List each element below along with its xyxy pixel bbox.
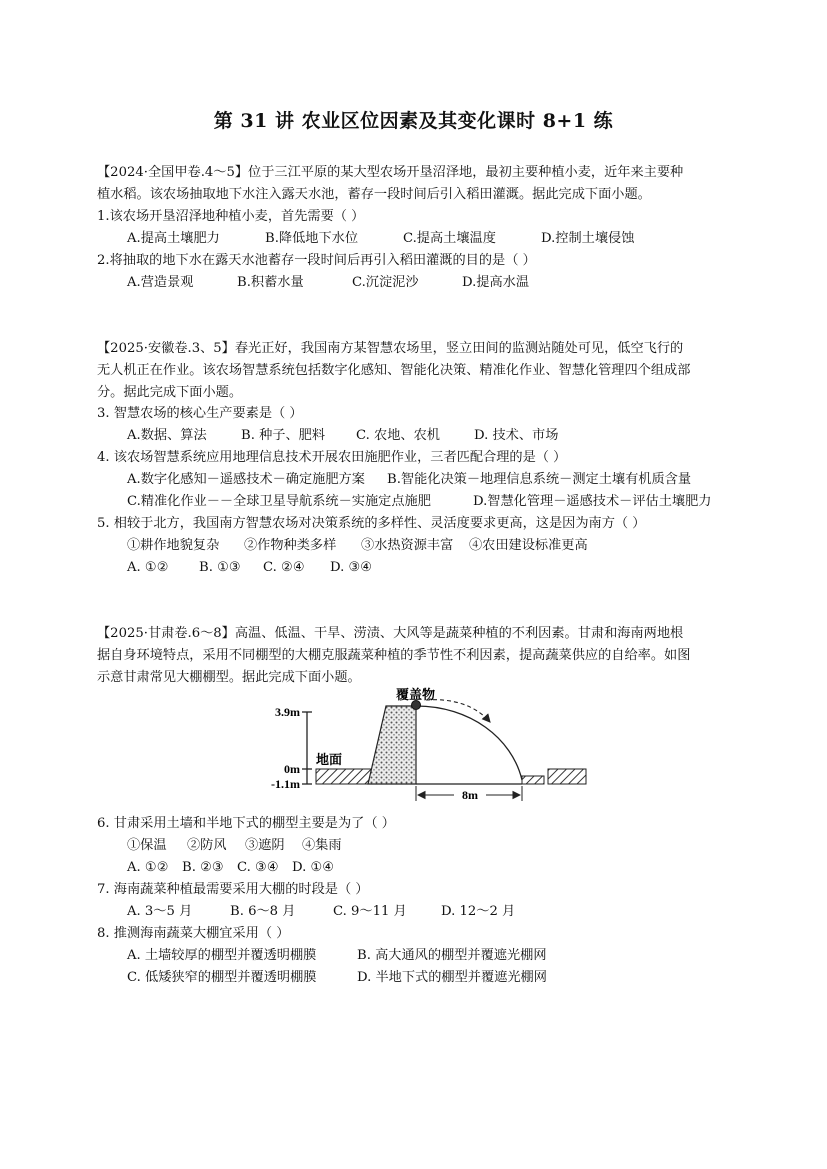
option-4d[interactable]: D.智慧化管理－遥感技术－评估土壤肥力 xyxy=(473,494,712,509)
option-7a[interactable]: A. 3～5 月 xyxy=(127,904,193,919)
page-title: 第 31 讲 农业区位因素及其变化课时 8+1 练 xyxy=(213,110,614,132)
group2-intro-line-2: 无人机正在作业。该农场智慧系统包括数字化感知、智能化决策、精准化作业、智慧化管理四个组成部 xyxy=(97,363,691,378)
option-5c[interactable]: C. ②④ xyxy=(263,560,305,575)
question-4-options-row-1 xyxy=(127,469,691,491)
option-1c[interactable]: C.提高土壤温度 xyxy=(403,231,496,246)
group3-intro-line-2: 据自身环境特点，采用不同棚型的大棚克服蔬菜种植的季节性不利因素，提高蔬菜供应的自给率。如图 xyxy=(97,648,691,663)
option-7b[interactable]: B. 6～8 月 xyxy=(230,904,296,919)
greenhouse-diagram xyxy=(250,686,590,802)
option-8d[interactable]: D. 半地下式的棚型并覆遮光棚网 xyxy=(357,970,547,985)
question-3-stem: 3. 智慧农场的核心生产要素是（ ） xyxy=(97,406,303,421)
label-3-9m: 3.9m xyxy=(275,705,300,719)
choice-6-2: ②防风 xyxy=(187,838,227,853)
question-5-choices xyxy=(127,535,588,557)
option-6b[interactable]: B. ②③ xyxy=(182,860,224,875)
choice-5-4: ④农田建设标准更高 xyxy=(469,538,588,553)
question-6-choices xyxy=(127,835,342,857)
choice-6-1: ①保温 xyxy=(127,838,167,853)
label-0m: 0m xyxy=(284,762,300,776)
question-7-options xyxy=(127,901,515,923)
question-8-stem: 8. 推测海南蔬菜大棚宜采用（ ） xyxy=(97,926,290,941)
option-3b[interactable]: B. 种子、肥料 xyxy=(241,428,326,443)
soil-wall xyxy=(368,706,416,784)
option-2c[interactable]: C.沉淀泥沙 xyxy=(352,275,419,290)
group1-intro-line-2: 植水稻。该农场抽取地下水注入露天水池，蓄存一段时间后引入稻田灌溉。据此完成下面小题。 xyxy=(97,187,651,202)
question-5-stem: 5. 相较于北方，我国南方智慧农场对决策系统的多样性、灵活度要求更高，这是因为南方（ ） xyxy=(97,516,646,531)
option-2d[interactable]: D.提高水温 xyxy=(462,275,530,290)
choice-6-3: ③遮阴 xyxy=(245,838,285,853)
question-2-options xyxy=(127,272,529,294)
option-2b[interactable]: B.积蓄水量 xyxy=(237,275,304,290)
option-8b[interactable]: B. 高大通风的棚型并覆遮光棚网 xyxy=(357,948,547,963)
option-1d[interactable]: D.控制土壤侵蚀 xyxy=(541,231,635,246)
option-5d[interactable]: D. ③④ xyxy=(330,560,373,575)
option-2a[interactable]: A.营造景观 xyxy=(127,275,194,290)
question-4-options-row-2 xyxy=(127,491,711,513)
question-1-options xyxy=(127,228,634,250)
choice-5-1: ①耕作地貌复杂 xyxy=(127,538,220,553)
group3-intro-line-1: 【2025·甘肃卷.6～8】高温、低温、干旱、涝渍、大风等是蔬菜种植的不利因素。甘肃和海南两地根 xyxy=(97,626,684,641)
label-ground: 地面 xyxy=(316,752,343,767)
cover-roll-arrow xyxy=(426,700,490,722)
question-2-stem: 2.将抽取的地下水在露天水池蓄存一段时间后再引入稻田灌溉的目的是（ ） xyxy=(97,253,536,268)
option-3c[interactable]: C. 农地、农机 xyxy=(356,428,440,443)
option-4b[interactable]: B.智能化决策－地理信息系统－测定土壤有机质含量 xyxy=(387,472,692,487)
ground-right xyxy=(548,769,586,784)
option-6d[interactable]: D. ①④ xyxy=(292,860,335,875)
option-7c[interactable]: C. 9～11 月 xyxy=(333,904,407,919)
choice-5-3: ③水热资源丰富 xyxy=(361,538,454,553)
group2-intro-line-3: 分。据此完成下面小题。 xyxy=(97,385,243,400)
choice-6-4: ④集雨 xyxy=(302,838,342,853)
question-7-stem: 7. 海南蔬菜种植最需要采用大棚的时段是（ ） xyxy=(97,882,369,897)
question-5-options xyxy=(127,557,372,579)
option-8a[interactable]: A. 土墙较厚的棚型并覆透明棚膜 xyxy=(127,948,317,963)
option-4c[interactable]: C.精准化作业－－全球卫星导航系统－实施定点施肥 xyxy=(127,494,431,509)
option-6c[interactable]: C. ③④ xyxy=(237,860,279,875)
label-minus-1-1m: -1.1m xyxy=(271,777,300,791)
label-width-8m: 8m xyxy=(462,788,478,802)
greenhouse-arc xyxy=(416,706,522,780)
question-8-options-row-1 xyxy=(127,945,547,967)
question-4-stem: 4. 该农场智慧系统应用地理信息技术开展农田施肥作业，三者匹配合理的是（ ） xyxy=(97,450,567,465)
group2-intro-line-1: 【2025·安徽卷.3、5】春光正好，我国南方某智慧农场里，竖立田间的监测站随处可见，低空飞行的 xyxy=(97,341,684,356)
option-5b[interactable]: B. ①③ xyxy=(199,560,241,575)
question-3-options xyxy=(127,425,558,447)
option-6a[interactable]: A. ①② xyxy=(127,860,169,875)
option-1a[interactable]: A.提高土壤肥力 xyxy=(127,231,220,246)
choice-5-2: ②作物种类多样 xyxy=(244,538,337,553)
option-3a[interactable]: A.数据、算法 xyxy=(127,428,207,443)
question-8-options-row-2 xyxy=(127,967,547,989)
question-6-stem: 6. 甘肃采用土墙和半地下式的棚型主要是为了（ ） xyxy=(97,816,395,831)
option-5a[interactable]: A. ①② xyxy=(127,560,169,575)
ground-right-step xyxy=(522,776,544,784)
option-4a[interactable]: A.数字化感知－遥感技术－确定施肥方案 xyxy=(127,472,365,487)
option-7d[interactable]: D. 12～2 月 xyxy=(441,904,516,919)
option-1b[interactable]: B.降低地下水位 xyxy=(265,231,359,246)
option-3d[interactable]: D. 技术、市场 xyxy=(474,428,559,443)
question-1-stem: 1.该农场开垦沼泽地种植小麦，首先需要（ ） xyxy=(97,209,365,224)
group3-intro-line-3: 示意甘肃常见大棚棚型。据此完成下面小题。 xyxy=(97,670,361,685)
label-cover: 覆盖物 xyxy=(396,687,436,702)
option-8c[interactable]: C. 低矮狭窄的棚型并覆透明棚膜 xyxy=(127,970,317,985)
question-6-options xyxy=(127,857,334,879)
group1-intro-line-1: 【2024·全国甲卷.4～5】位于三江平原的某大型农场开垦沼泽地，最初主要种植小麦，近年来主要种 xyxy=(97,165,684,180)
